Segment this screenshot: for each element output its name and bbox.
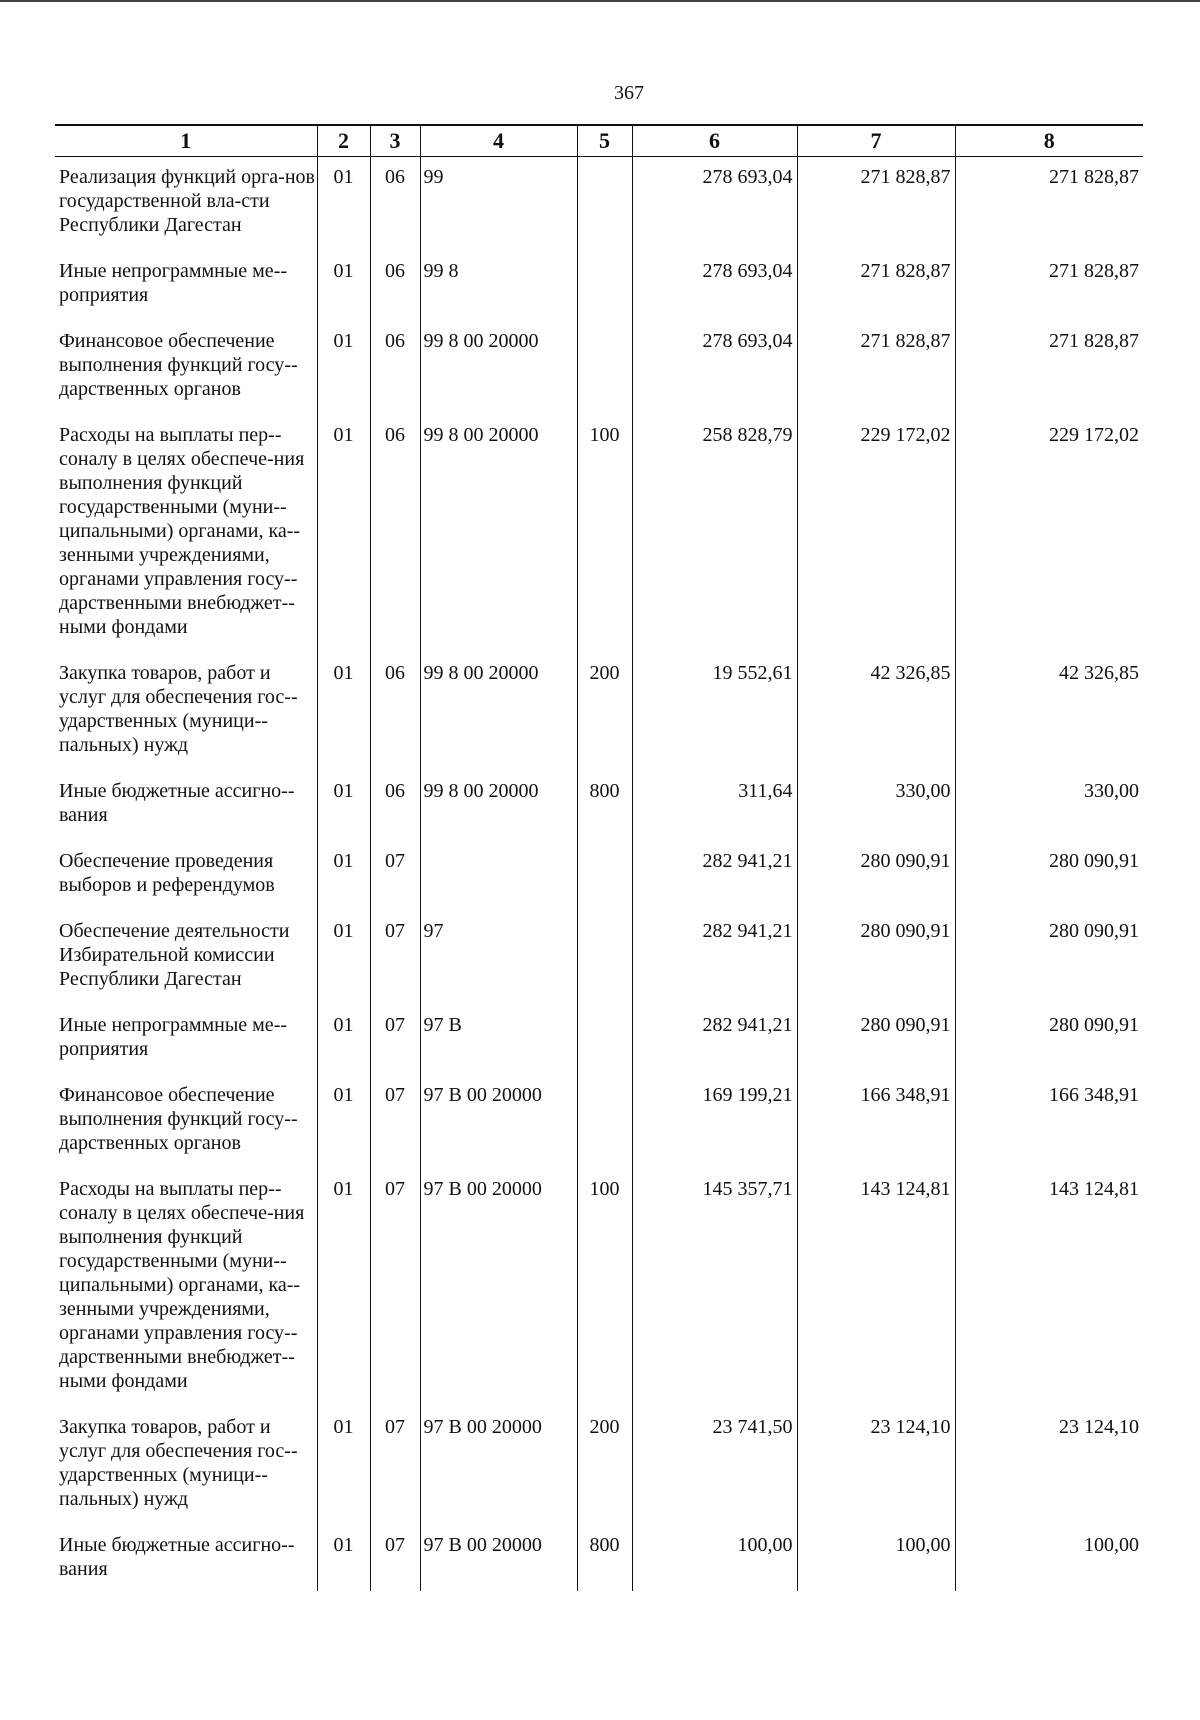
expense-type-code [577,321,632,415]
amount-col-8: 229 172,02 [955,415,1143,653]
section-code: 01 [317,653,370,771]
amount-col-7: 100,00 [797,1525,955,1591]
expense-type-code [577,251,632,321]
amount-col-6: 169 199,21 [632,1075,797,1169]
amount-col-7: 143 124,81 [797,1169,955,1407]
expense-type-code [577,841,632,911]
target-article-code: 99 8 [420,251,577,321]
table-row [55,1525,1143,1591]
subsection-code: 07 [370,1525,420,1591]
expense-name: Иные непрограммные ме-роприятия [59,1014,288,1060]
target-article-code: 97 В 00 20000 [420,1525,577,1591]
section-code: 01 [317,771,370,841]
expense-name: Иные непрограммные ме-роприятия [59,260,288,306]
target-article-code: 97 В 00 20000 [420,1075,577,1169]
section-code: 01 [317,157,370,252]
amount-col-6: 100,00 [632,1525,797,1591]
amount-col-8: 100,00 [955,1525,1143,1591]
subsection-code: 07 [370,1407,420,1525]
amount-col-8: 42 326,85 [955,653,1143,771]
page-number: 367 [614,82,644,104]
table-row [55,251,1143,321]
table-row [55,653,1143,771]
section-code: 01 [317,841,370,911]
col-header-8: 8 [955,125,1143,157]
expense-type-code: 100 [577,1169,632,1407]
col-header-6: 6 [632,125,797,157]
amount-col-7: 280 090,91 [797,841,955,911]
section-code: 01 [317,1005,370,1075]
expense-name: Расходы на выплаты пер-соналу в целях обеспече-ния выполнения функций государственными (муни-ципальными) органами, ка-зенными учреждениями, органами управления госу-дарственными внебюджет-ными фондами [59,424,305,638]
subsection-code: 07 [370,841,420,911]
expense-type-code: 200 [577,1407,632,1525]
section-code: 01 [317,321,370,415]
header-row [55,125,1143,157]
amount-col-6: 258 828,79 [632,415,797,653]
amount-col-7: 23 124,10 [797,1407,955,1525]
amount-col-6: 278 693,04 [632,157,797,252]
col-header-2: 2 [317,125,370,157]
amount-col-6: 282 941,21 [632,1005,797,1075]
subsection-code: 06 [370,653,420,771]
amount-col-8: 280 090,91 [955,841,1143,911]
amount-col-6: 311,64 [632,771,797,841]
amount-col-8: 271 828,87 [955,251,1143,321]
table-row [55,771,1143,841]
subsection-code: 06 [370,157,420,252]
expense-name: Иные бюджетные ассигно-вания [59,780,295,826]
amount-col-8: 271 828,87 [955,321,1143,415]
section-code: 01 [317,1169,370,1407]
amount-col-7: 280 090,91 [797,1005,955,1075]
expense-type-code: 200 [577,653,632,771]
col-header-3: 3 [370,125,420,157]
amount-col-8: 271 828,87 [955,157,1143,252]
section-code: 01 [317,911,370,1005]
subsection-code: 06 [370,771,420,841]
subsection-code: 07 [370,1169,420,1407]
subsection-code: 06 [370,321,420,415]
expense-type-code [577,157,632,252]
subsection-code: 07 [370,911,420,1005]
target-article-code [420,841,577,911]
amount-col-8: 280 090,91 [955,1005,1143,1075]
expense-type-code: 800 [577,1525,632,1591]
subsection-code: 07 [370,1075,420,1169]
expense-name: Реализация функций орга-нов государственной вла-сти Республики Дагестан [59,166,315,236]
section-code: 01 [317,1407,370,1525]
col-header-4: 4 [420,125,577,157]
col-header-1: 1 [55,125,317,157]
amount-col-8: 143 124,81 [955,1169,1143,1407]
table-row [55,157,1143,252]
expense-name: Финансовое обеспечение выполнения функций госу-дарственных органов [59,1084,298,1154]
amount-col-7: 42 326,85 [797,653,955,771]
amount-col-7: 330,00 [797,771,955,841]
col-header-5: 5 [577,125,632,157]
amount-col-8: 280 090,91 [955,911,1143,1005]
amount-col-6: 23 741,50 [632,1407,797,1525]
amount-col-7: 166 348,91 [797,1075,955,1169]
table-row [55,1005,1143,1075]
target-article-code: 97 [420,911,577,1005]
expense-type-code [577,1075,632,1169]
col-header-7: 7 [797,125,955,157]
amount-col-6: 145 357,71 [632,1169,797,1407]
amount-col-7: 271 828,87 [797,321,955,415]
expense-name: Иные бюджетные ассигно-вания [59,1534,295,1580]
amount-col-6: 282 941,21 [632,911,797,1005]
table-body [55,157,1143,1592]
expense-type-code: 800 [577,771,632,841]
target-article-code: 99 8 00 20000 [420,415,577,653]
section-code: 01 [317,415,370,653]
target-article-code: 99 8 00 20000 [420,653,577,771]
target-article-code: 99 8 00 20000 [420,771,577,841]
section-code: 01 [317,1075,370,1169]
table-row [55,1169,1143,1407]
section-code: 01 [317,251,370,321]
section-code: 01 [317,1525,370,1591]
table-row [55,321,1143,415]
table-row [55,911,1143,1005]
target-article-code: 99 8 00 20000 [420,321,577,415]
subsection-code: 07 [370,1005,420,1075]
target-article-code: 97 В 00 20000 [420,1407,577,1525]
table-row [55,1075,1143,1169]
expense-name: Финансовое обеспечение выполнения функций госу-дарственных органов [59,330,298,400]
expense-name: Обеспечение деятельности Избирательной комиссии Республики Дагестан [59,920,290,990]
expense-name: Расходы на выплаты пер-соналу в целях обеспече-ния выполнения функций государственными (муни-ципальными) органами, ка-зенными учреждениями, органами управления госу-дарственными внебюджет-ными фондами [59,1178,305,1392]
amount-col-7: 280 090,91 [797,911,955,1005]
expense-type-code [577,1005,632,1075]
amount-col-7: 229 172,02 [797,415,955,653]
target-article-code: 97 В [420,1005,577,1075]
amount-col-6: 278 693,04 [632,321,797,415]
amount-col-8: 23 124,10 [955,1407,1143,1525]
subsection-code: 06 [370,415,420,653]
table-row [55,841,1143,911]
amount-col-6: 19 552,61 [632,653,797,771]
amount-col-7: 271 828,87 [797,157,955,252]
amount-col-8: 330,00 [955,771,1143,841]
budget-table [55,124,1143,1591]
amount-col-6: 278 693,04 [632,251,797,321]
subsection-code: 06 [370,251,420,321]
amount-col-8: 166 348,91 [955,1075,1143,1169]
table-row [55,1407,1143,1525]
expense-type-code: 100 [577,415,632,653]
top-rule [0,0,1200,2]
target-article-code: 99 [420,157,577,252]
expense-name: Закупка товаров, работ и услуг для обеспечения гос-ударственных (муници-пальных) нужд [59,1416,298,1510]
expense-name: Обеспечение проведения выборов и референдумов [59,850,275,896]
target-article-code: 97 В 00 20000 [420,1169,577,1407]
expense-type-code [577,911,632,1005]
amount-col-7: 271 828,87 [797,251,955,321]
table-row [55,415,1143,653]
expense-name: Закупка товаров, работ и услуг для обеспечения гос-ударственных (муници-пальных) нужд [59,662,298,756]
amount-col-6: 282 941,21 [632,841,797,911]
